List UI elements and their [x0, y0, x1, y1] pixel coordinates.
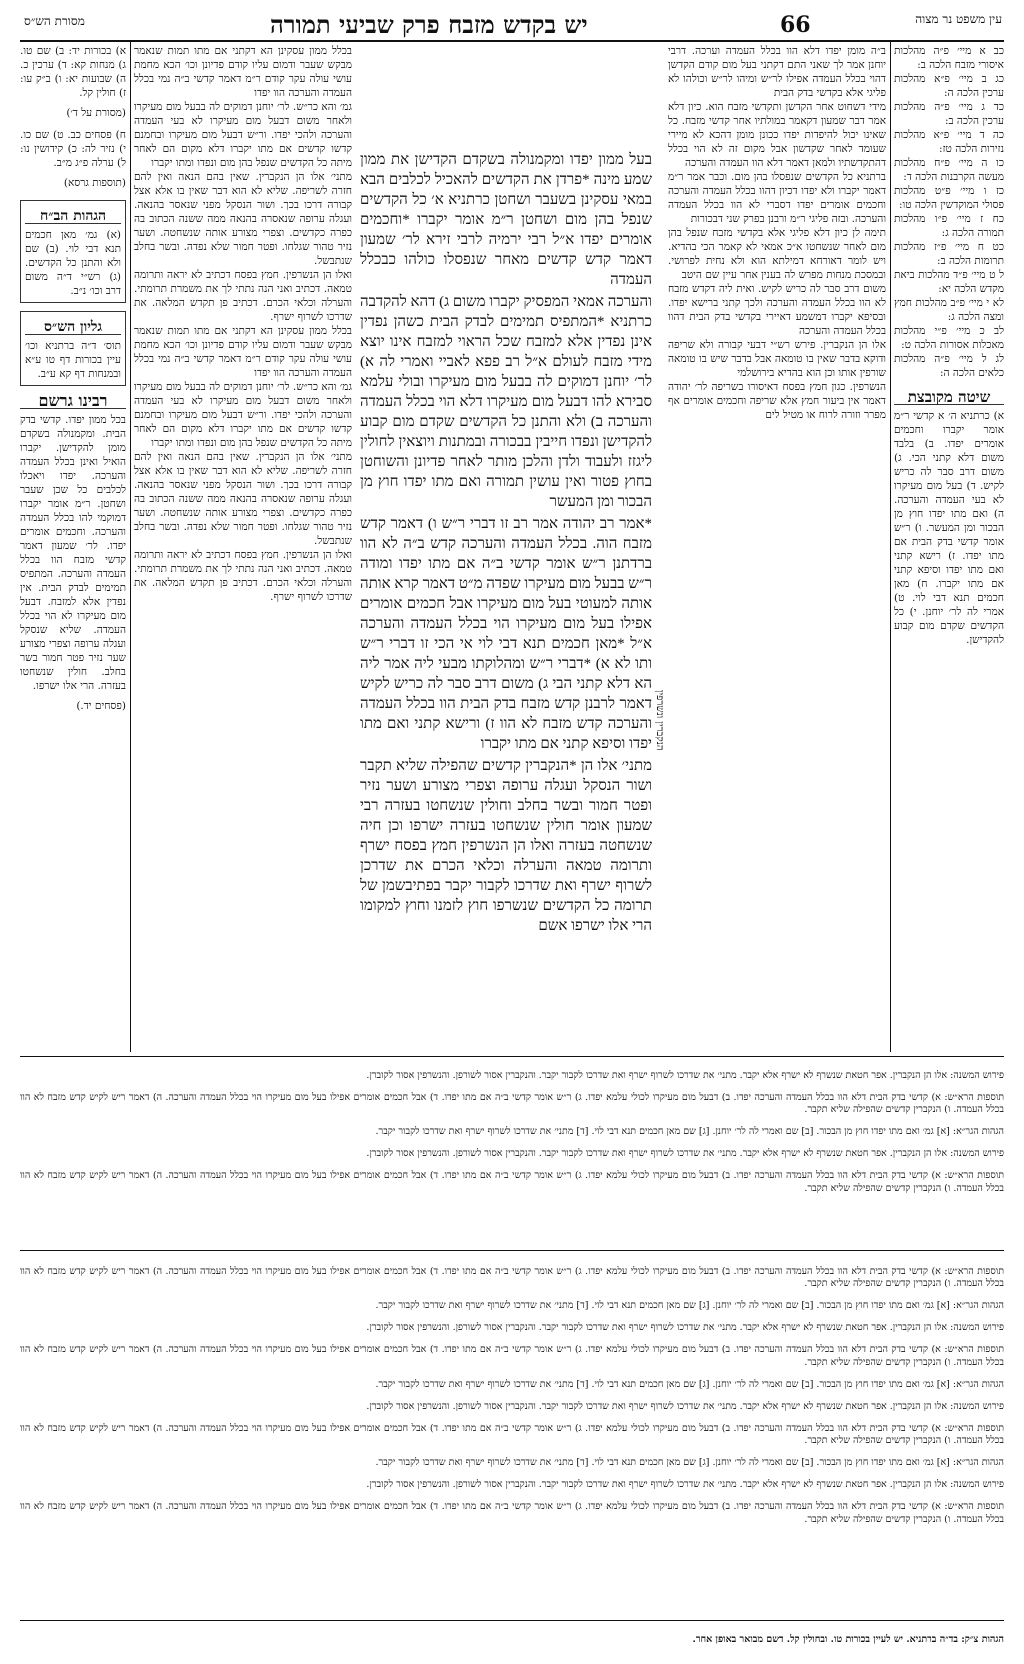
gilyon-hashas-text: תוס׳ ד״ה ברתניא וכו׳ עיין בכורות דף טו ע״א ובמנחות דף קא ע״ב.	[25, 340, 121, 380]
footer-note: תוספות הרא״ש: א) קדשי בדק הבית דלא הוו בכלל העמדה והערכה יפדו. ב) דבעל מום מעיקרו לכולי עלמא יפדו. ג) ר״ש אומר קדשי ב״ה אם מתו יפדו. ד) אבל חכמים אומרים אפילו בעל מום מעיקרו הוי בכלל העמדה והערכה. ה) דאמר ריש לקיש קדש מזבח לא הוו בכלל העמדה. ו) הנקברין קדשים שהפילה שליא תקבר.	[20, 1265, 1004, 1289]
rashi-paragraph: מתני׳ אלו הן הנקברין. שאין בהם הנאה ואין להם חזרה לשריפה. שליא לא הוא דבר שאין בו אלא אצל קבורה דרכו בכך. ושור הנסקל מפני שנאסר בהנאה. ועגלה ערופה שנאסרה בהנאה ממה ששנה הכתוב בה כפרה כקדשים. וצפרי מצורע אותה שנשחטה. ושער נזיר טהור שגלחו. ופטר חמור שלא נפדה. ובשר בחלב שנתבשל.	[134, 171, 352, 267]
tosafot-paragraph: הנשרפין. כגון חמץ בפסח דאיסורו בשריפה לר׳ יהודה דאמר אין ביעור חמץ אלא שריפה וחכמים אומרים אף מפרר וזורה לרוח או מטיל לים	[668, 381, 886, 421]
rabbenu-gershom-text: בכל ממון יפדו. קדשי בדק הבית. ומקמנולה בשקדם מומן להקדישן. יקברו הואיל ואינן בכלל העמדה והערכה. יפדו ויאכלו לכלבים כל שכן שעבר ושחטן. ר״מ אומר יקברו דמוקמי להו בכלל העמדה והערכה. וחכמים אומרים יפדו. לר׳ שמעון דאמר קדשי מזבח הוו בכלל העמדה והערכה. המתפיס תמימים לבדק הבית. אין נפדין אלא למזבח. דבעל מום מעיקרו לא הוי בכלל העמדה. שליא שנסקל ועגלה ערופה וצפרי מצורע שער נזיר פטר חמור בשר בחלב. חולין שנשחטו בעזרה. הרי אלו ישרפו.	[20, 414, 126, 692]
tosafot-column	[668, 44, 886, 1052]
footer-note: פירוש המשנה: אלו הן הנקברין. אפר חטאת שנשרף לא ישרף אלא יקבר. מתני׳ את שדרכו לשרוף ישרף ואת שדרכו לקבור יקבר. והנקברין אסור לשורפן. והנשרפין אסור לקוברן.	[366, 1479, 1004, 1490]
column-rule	[890, 42, 891, 1052]
page-number: 66	[780, 12, 811, 38]
gilyon-hashas-box	[20, 311, 126, 386]
vertical-margin-label: הנקברין ונשרפין	[654, 690, 665, 751]
footer-note: פירוש המשנה: אלו הן הנקברין. אפר חטאת שנשרף לא ישרף אלא יקבר. מתני׳ את שדרכו לשרוף ישרף ואת שדרכו לקבור יקבר. והנקברין אסור לשורפן. והנשרפין אסור לקוברן.	[366, 1069, 1004, 1081]
footer-note: תוספות הרא״ש: א) קדשי בדק הבית דלא הוו בכלל העמדה והערכה יפדו. ב) דבעל מום מעיקרו לכולי עלמא יפדו. ג) ר״ש אומר קדשי ב״ה אם מתו יפדו. ד) אבל חכמים אומרים אפילו בעל מום מעיקרו הוי בכלל העמדה והערכה. ה) דאמר ריש לקיש קדש מזבח לא הוו בכלל העמדה. ו) הנקברין קדשים שהפילה שליא תקבר.	[20, 1501, 1004, 1525]
ein-mishpat-entry: כד ג מיי׳ פ״ה מהלכות ערכין הלכה ב:	[894, 101, 1004, 127]
column-rule	[130, 42, 131, 1052]
tosafot-paragraph: משום דרב סבר לה כריש לקיש. ואית ליה דקדש מזבח לא הוו בכלל העמדה והערכה ולכך קתני ברישא יפדו. ובסיפא יקברו דמשמע דאיירי בקדשי בדק הבית דהוו בכלל העמדה והערכה	[668, 283, 886, 337]
left-margin-column	[20, 44, 126, 1052]
ein-mishpat-entry: כה ד מיי׳ פ״א מהלכות נזירות הלכה טז:	[894, 129, 1004, 155]
footer-commentary-bottom	[20, 1256, 1004, 1616]
footer-note: פירוש המשנה: אלו הן הנקברין. אפר חטאת שנשרף לא ישרף אלא יקבר. מתני׳ את שדרכו לשרוף ישרף ואת שדרכו לקבור יקבר. והנקברין אסור לשורפן. והנשרפין אסור לקוברן.	[366, 1400, 1004, 1412]
rashi-paragraph: בכלל ממון עסקינן הא דקתני אם מתו תמות שנאמר מבקש שעבר ודמום עליו קודם פדיונן וכו׳ הכא מחמת עושי עולה עקר קודם ר״מ דאמר קדשי ב״ה נמי בכלל העמדה והערכה הוו יפדו	[134, 325, 352, 379]
hagahot-habach-title: הגהות הב״ח	[25, 209, 121, 224]
footer-note: תוספות הרא״ש: א) קדשי בדק הבית דלא הוו בכלל העמדה והערכה יפדו. ב) דבעל מום מעיקרו לכולי עלמא יפדו. ג) ר״ש אומר קדשי ב״ה אם מתו יפדו. ד) אבל חכמים אומרים אפילו בעל מום מעיקרו הוי בכלל העמדה והערכה. ה) דאמר ריש לקיש קדש מזבח לא הוו בכלל העמדה. ו) הנקברין קדשים שהפילה שליא תקבר.	[20, 1422, 1004, 1446]
masoret-note: ח) פסחים כב. ט) שם כו. י) נזיר לה: כ) קידושין נו: ל) ערלה פ״ג מ״ב.	[20, 129, 126, 169]
footer-note: הגהות הגר״א: [א] גמ׳ ואם מתו יפדו חוץ מן הבכור. [ב] שם ואמרי לה לר׳ יוחנן. [ג] שם מאן חכמים תנא דבי לוי. [ד] מתני׳ את שדרכו לשרוף ישרף ואת שדרכו לקבור יקבר.	[375, 1300, 1004, 1311]
footer-rule	[20, 1250, 1004, 1251]
ein-mishpat-entry: לב כ מיי׳ פ״י מהלכות מאכלות אסורות הלכה ט:	[894, 325, 1004, 351]
tosafot-paragraph: ברתניא כל הקדשים שנפסלו בהן מום. וכבר אמר ר״מ דאמר יקברו ולא יפדו דכיון דהוו בכלל העמדה והערכה וחכמים אומרים יפדו דסברי לא הוו בכלל העמדה והערכה. ובזה פליגי ר״מ ורבנן בפרק שני דבכורות	[668, 171, 886, 225]
tosafot-paragraph: תימה לן כיון דלא פליגי אלא בקדשי מזבח שנפל בהן מום לאחר שנשחטו א״כ אמאי לא קאמר הכי בהדיא. ויש לומר דאורחא דמילתא הוא ולא נחית לפרושי. ובמסכת מנחות מפרש לה בענין אחר עיין שם היטב	[668, 227, 886, 281]
tosafot-paragraph: אלו הן הנקברין. פירש רש״י דבעי קבורה ולא שריפה ודוקא בדבר שאין בו טומאה אבל בדבר שיש בו טומאה שורפין אותו וכן הוא בהדיא בירושלמי	[668, 339, 886, 379]
rashi-column	[134, 44, 352, 1052]
footer-note: הגהות הגר״א: [א] גמ׳ ואם מתו יפדו חוץ מן הבכור. [ב] שם ואמרי לה לר׳ יוחנן. [ג] שם מאן חכמים תנא דבי לוי. [ד] מתני׳ את שדרכו לשרוף ישרף ואת שדרכו לקבור יקבר.	[375, 1457, 1004, 1468]
ein-mishpat-entry: כו ה מיי׳ פ״ח מהלכות מעשה הקרבנות הלכה ד:	[894, 157, 1004, 183]
hagahot-habach-text: (א) גמ׳ מאן חכמים תנא דבי לוי. (ב) שם ולא והתנן כל הקדשים. (ג) רש״י ד״ה משום דרב וכו׳ נ״ב.	[25, 229, 121, 297]
shita-mekubetzet-title: שיטה מקובצת	[894, 390, 1004, 405]
masoret-note: א) בכורות יד: ב) שם טו. ג) מנחות קא: ד) ערכין כ. ה) שבועות יא: ו) ב״ק עו: ז) חולין קל.	[20, 45, 126, 99]
hagahot-habach-box	[20, 200, 126, 303]
gemara-main-column	[360, 150, 652, 1050]
ein-mishpat-entry: ל ט מיי׳ פ״ד מהלכות ביאת מקדש הלכה יא:	[894, 269, 1004, 295]
footer-note: תוספות הרא״ש: א) קדשי בדק הבית דלא הוו בכלל העמדה והערכה יפדו. ב) דבעל מום מעיקרו לכולי עלמא יפדו. ג) ר״ש אומר קדשי ב״ה אם מתו יפדו. ד) אבל חכמים אומרים אפילו בעל מום מעיקרו הוי בכלל העמדה והערכה. ה) דאמר ריש לקיש קדש מזבח לא הוו בכלל העמדה. ו) הנקברין קדשים שהפילה שליא תקבר.	[20, 1170, 1004, 1194]
footer-note: תוספות הרא״ש: א) קדשי בדק הבית דלא הוו בכלל העמדה והערכה יפדו. ב) דבעל מום מעיקרו לכולי עלמא יפדו. ג) ר״ש אומר קדשי ב״ה אם מתו יפדו. ד) אבל חכמים אומרים אפילו בעל מום מעיקרו הוי בכלל העמדה והערכה. ה) דאמר ריש לקיש קדש מזבח לא הוו בכלל העמדה. ו) הנקברין קדשים שהפילה שליא תקבר.	[20, 1091, 1004, 1115]
footer-commentary-top	[20, 1060, 1004, 1246]
footer-note: תוספות הרא״ש: א) קדשי בדק הבית דלא הוו בכלל העמדה והערכה יפדו. ב) דבעל מום מעיקרו לכולי עלמא יפדו. ג) ר״ש אומר קדשי ב״ה אם מתו יפדו. ד) אבל חכמים אומרים אפילו בעל מום מעיקרו הוי בכלל העמדה והערכה. ה) דאמר ריש לקיש קדש מזבח לא הוו בכלל העמדה. ו) הנקברין קדשים שהפילה שליא תקבר.	[20, 1344, 1004, 1368]
page-header	[20, 10, 1004, 42]
margin-note: (פסחים יד.)	[76, 700, 126, 712]
rashi-paragraph: ואלו הן הנשרפין. חמץ בפסח דכתיב לא יראה ותרומה טמאה. דכתיב ואני הנה נתתי לך את משמרת תרומתי. והערלה וכלאי הכרם. דכתיב פן תקדש המלאה. את שדרכו לשרוף ישרף.	[134, 549, 352, 603]
margin-note: (מסורת על ד׳)	[66, 107, 126, 119]
ein-mishpat-entry: כז ו מיי׳ פ״ט מהלכות פסולי המוקדשין הלכה טו:	[894, 185, 1004, 211]
ein-mishpat-label: עין משפט נר מצוה	[915, 12, 1002, 26]
gemara-paragraph: והערכה אמאי המפסיק יקברו משום ג) דהא להקדבה כרתניא *המתפיס תמימים לבדק הבית כשהן נפדין אינן נפדין אלא למזבח שכל הראוי למזבח אינו יוצא מידי מזבח לעולם א״ל רב פפא לאביי ואמרי לה א) לר׳ יוחנן דמוקים לה בבעל מום מעיקרו ובולי עלמא סבירא להו דבעל מום מעיקרו דלא הוי בכלל העמדה והערכה ב) ולא והתנן כל הקדשים שקדם מום קבוע להקדישן ונפדו חייבין בבכורה ובמתנות ויוצאין לחולין ליגזז ולעבוד ולדן והלכן מותר לאחר פדיונן והשוחטן בחוץ פטור ואין עושין תמורה ואם מתו יפדו חוץ מן הבכור ומן המעשר	[360, 294, 652, 510]
rabbenu-gershom-block	[20, 391, 126, 693]
tosafot-paragraph: ב״ה מומן יפדו דלא הוו בכלל העמדה וערכה. דרבי יוחנן אמר לך שאני התם דקתני בעל מום קודם הקדשן דהוי בכלל העמדה אפילו לר״ש ומיהו לר״ש וכולהו לא פליגי אלא בקדשי בדק הבית	[668, 45, 886, 99]
rashi-paragraph: בכלל ממון עסקינן הא דקתני אם מתו תמות שנאמר מבקש שעבר ודמום עליו קודם פדיונן וכו׳ הכא מחמת עושי עולה עקר קודם ר״מ דאמר קדשי ב״ה נמי בכלל העמדה והערכה הוו יפדו	[134, 45, 352, 99]
footer-gloss: הגהות צ״ק: בד״ה ברתניא. יש לעיין בכורות טו. ובחולין קל. דשם מבואר באופן אחר.	[692, 1633, 1004, 1645]
footer-note: הגהות הגר״א: [א] גמ׳ ואם מתו יפדו חוץ מן הבכור. [ב] שם ואמרי לה לר׳ יוחנן. [ג] שם מאן חכמים תנא דבי לוי. [ד] מתני׳ את שדרכו לשרוף ישרף ואת שדרכו לקבור יקבר.	[375, 1126, 1004, 1137]
ein-mishpat-entry: כט ח מיי׳ פ״ז מהלכות תרומות הלכה ב:	[894, 241, 1004, 267]
rabbenu-gershom-title: רבינו גרשם	[20, 394, 126, 409]
rashi-paragraph: גמ׳ והא כר״ש. לר׳ יוחנן דמוקים לה בבעל מום מעיקרו ולאחר משום דבעל מום מעיקרו לא בעי העמדה והערכה ולהכי יפדו. ור״ש דבעל מום מעיקרו ובחמנם קדשו קדשים אם מתו יקברו דלא מקום הם לאחר מיתה כל הקדשים שנפל בהן מום ונפדו ומתו יקברו	[134, 101, 352, 169]
ein-mishpat-entry: כב א מיי׳ פ״ה מהלכות איסורי מזבח הלכה ב:	[894, 45, 1004, 71]
footer-rule	[20, 1056, 1004, 1057]
ein-mishpat-entry: לא י מיי׳ פ״ב מהלכות חמץ ומצה הלכה ג:	[894, 297, 1004, 323]
right-margin-column	[894, 44, 1004, 1052]
tosafot-paragraph: מידי דשחוט אחר הקדשן ותקדשי מזבח הוא. כיון דלא אמר דבר שמעון דקאמר במולתיו אחר קדשי מזבח. כל שאינו יכול להיפדות יפדו ככונן מומן דהכא לא מיירי שעומד לאחר שקדשון אבל מקום זה לא הוי בכלל דהתקדשתיו ולמאן דאמר דלא הוו העמדה והערכה	[668, 101, 886, 169]
masoret-label: מסורת הש״ס	[24, 14, 85, 28]
footer-note: פירוש המשנה: אלו הן הנקברין. אפר חטאת שנשרף לא ישרף אלא יקבר. מתני׳ את שדרכו לשרוף ישרף ואת שדרכו לקבור יקבר. והנקברין אסור לשורפן. והנשרפין אסור לקוברן.	[366, 1148, 1004, 1159]
footer-rule	[20, 1620, 1004, 1621]
gemara-paragraph: מתני׳ אלו הן *הנקברין קדשים שהפילה שליא תקבר ושור הנסקל ועגלה ערופה וצפרי מצורע ושער נזיר ופטר חמור ובשר בחלב וחולין שנשחטו בעזרה רבי שמעון אומר חולין שנשחטו בעזרה ישרפו וכן חיה שנשחטה בעזרה ואלו הן הנשרפין חמץ בפסח ישרף ותרומה טמאה והערלה וכלאי הכרם את שדרכן לשרוף ישרף ואת שדרכו לקבור יקבר בפתיבשמן של תרומה כל הקדשים שנשרפו חוץ לזמנו וחוץ למקומו הרי אלו ישרפו אשם	[360, 758, 652, 934]
ein-mishpat-entry: לג ל מיי׳ פ״ה מהלכות כלאים הלכה ה:	[894, 353, 1004, 379]
footer-note: פירוש המשנה: אלו הן הנקברין. אפר חטאת שנשרף לא ישרף אלא יקבר. מתני׳ את שדרכו לשרוף ישרף ואת שדרכו לקבור יקבר. והנקברין אסור לשורפן. והנשרפין אסור לקוברן.	[366, 1322, 1004, 1333]
footer-glosses	[20, 1624, 1004, 1660]
rashi-paragraph: גמ׳ והא כר״ש. לר׳ יוחנן דמוקים לה בבעל מום מעיקרו ולאחר משום דבעל מום מעיקרו לא בעי העמדה והערכה ולהכי יפדו. ור״ש דבעל מום מעיקרו ובחמנם קדשו קדשים אם מתו יקברו דלא מקום הם לאחר מיתה כל הקדשים שנפל בהן מום ונפדו ומתו יקברו	[134, 381, 352, 449]
gemara-paragraph: *אמר רב יהודה אמר רב זו דברי ר״ש ו) דאמר קדש מזבח הוה. בכלל העמדה והערכה קדש ב״ה לא הוו ברדתנן ר״ש אומר קדשי ב״ה אם מתו יפדו ומודה ר״ש בבעל מום מעיקרו שפדה מ״ט דאמר קרא אותה אותה למעוטי בעל מום מעיקרו אבל חכמים אומרים אפילו בעל מום מעיקרו הוי בכלל העמדה והערכה א״ל *מאן חכמים תנא דבי לוי אי הכי זו דברי ר״ש ותו לא א) *דברי ר״ש ומהלוקתו מבעי ליה אמר ליה הא דלא קתני הבי ג) משום דרב סבר לה כריש לקיש דאמר לרבנן קדש מזבח בדק הבית הוו בכלל העמדה והערכה קדש מזבח לא הוו ז) ורישא קתני ואם מתו יפדו וסיפא קתני אם מתו יקברו	[360, 516, 652, 752]
rashi-paragraph: מתני׳ אלו הן הנקברין. שאין בהם הנאה ואין להם חזרה לשריפה. שליא לא הוא דבר שאין בו אלא אצל קבורה דרכו בכך. ושור הנסקל מפני שנאסר בהנאה. ועגלה ערופה שנאסרה בהנאה ממה ששנה הכתוב בה כפרה כקדשים. וצפרי מצורע אותה שנשחטה. ושער נזיר טהור שגלחו. ופטר חמור שלא נפדה. ובשר בחלב שנתבשל.	[134, 451, 352, 547]
ein-mishpat-entry: כג ב מיי׳ פ״א מהלכות ערכין הלכה ה:	[894, 73, 1004, 99]
gemara-paragraph: בעל ממון יפדו ומקמנולה בשקדם הקדישן את ממון שמע מינה *פרדן את הקדשים להאכיל לכלבים הבא במאי עסקינן בשעבר ושחטן כרתניא א׳ כל הקדשים שנפל בהן מום ושחטן ר״מ אומר יקברו *וחכמים אומרים יפדו א״ל רבי ירמיה לרבי זירא לר׳ שמעון דאמר קדש קדשים מאחר שנפסלו כולהו כבכלל העמדה	[360, 152, 652, 288]
rashi-paragraph: ואלו הן הנשרפין. חמץ בפסח דכתיב לא יראה ותרומה טמאה. דכתיב ואני הנה נתתי לך את משמרת תרומתי. והערלה וכלאי הכרם. דכתיב פן תקדש המלאה. את שדרכו לשרוף ישרף.	[134, 269, 352, 323]
footer-note: הגהות הגר״א: [א] גמ׳ ואם מתו יפדו חוץ מן הבכור. [ב] שם ואמרי לה לר׳ יוחנן. [ג] שם מאן חכמים תנא דבי לוי. [ד] מתני׳ את שדרכו לשרוף ישרף ואת שדרכו לקבור יקבר.	[375, 1378, 1004, 1390]
gilyon-hashas-title: גליון הש״ס	[25, 320, 121, 335]
shita-mekubetzet-text: א) כרתניא ה׳ א קדשי ר״מ אומר יקברו וחכמים אומרים יפדו. ב) בלבד משום דלא קתני הכי. ג) משום דרב סבר לה כריש לקיש. ד) בעל מום מעיקרו לא בעי העמדה והערכה. ה) ואם מתו יפדו חוץ מן הבכור ומן המעשר. ו) ר״ש אומר קדשי בדק הבית אם מתו יפדו. ז) רישא קתני ואם מתו יפדו וסיפא קתני אם מתו יקברו. ח) מאן חכמים תנא דבי לוי. ט) אמרי לה לר׳ יוחנן. י) כל הקדשים שקדם מום קבוע להקדישן.	[894, 410, 1004, 646]
ein-mishpat-entry: כח ז מיי׳ פ״ו מהלכות תמורה הלכה ג:	[894, 213, 1004, 239]
page-title: יש בקדש מזבח פרק שביעי תמורה	[270, 10, 588, 39]
margin-note: (תוספות גרסא)	[63, 177, 126, 189]
